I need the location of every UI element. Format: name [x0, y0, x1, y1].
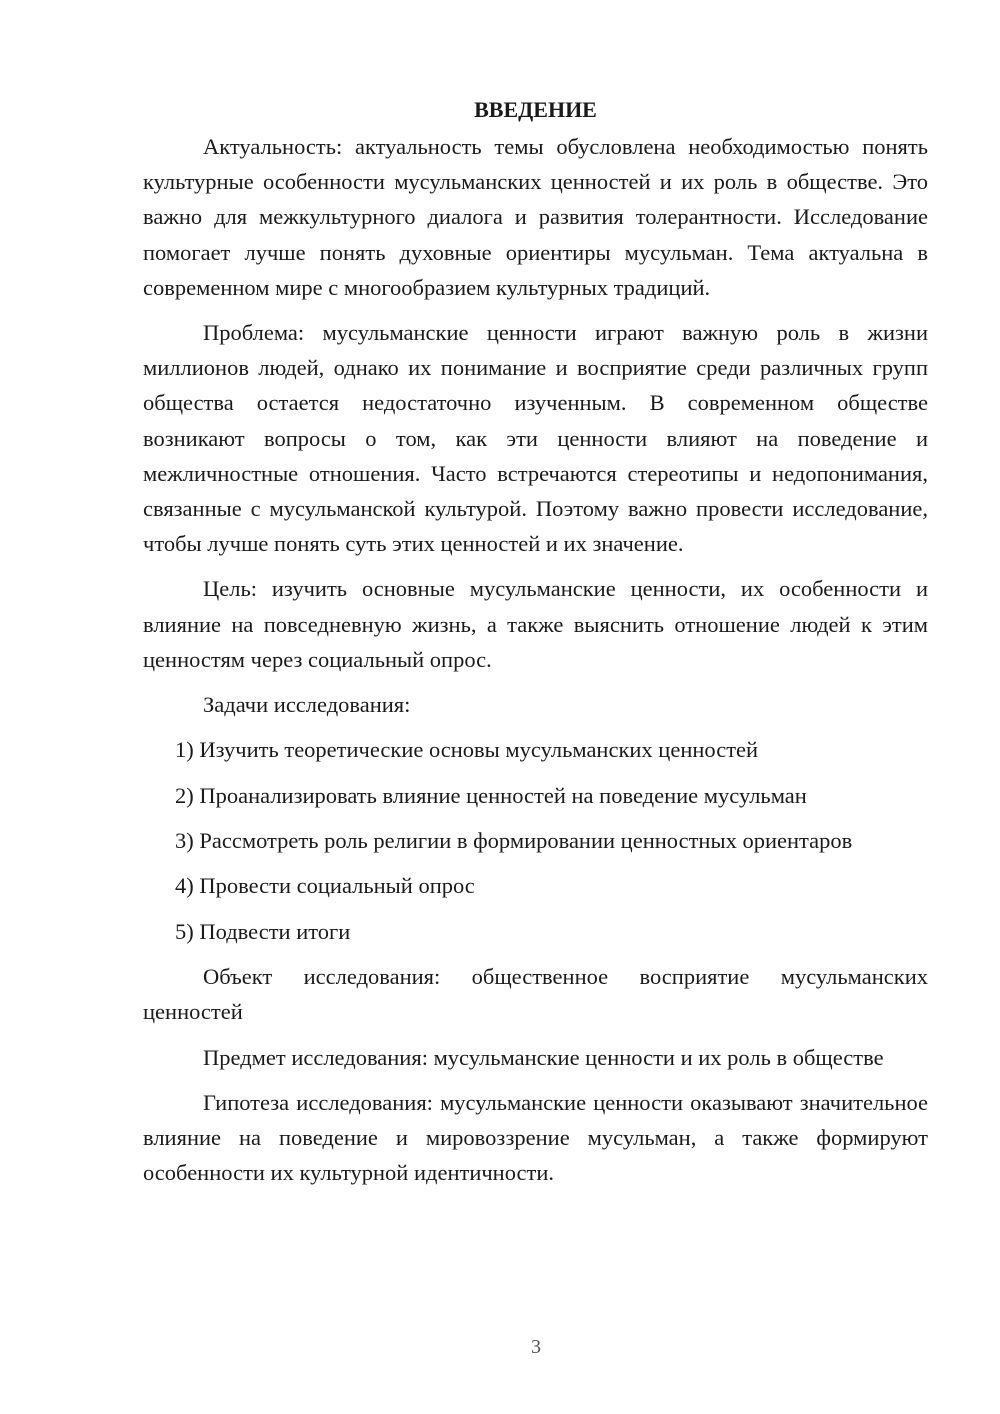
task-item: 3) Рассмотреть роль религии в формировании ценностных ориентаров — [175, 828, 853, 854]
task-item: 2) Проанализировать влияние ценностей на поведение мусульман — [175, 782, 807, 808]
object-paragraph: Объект исследования: общественное восприятие мусульманских ценностей — [143, 964, 928, 1025]
hypothesis-paragraph: Гипотеза исследования: мусульманские ценности оказывают значительное влияние на поведение и мировоззрение мусульман, а также формируют особенности их культурной идентичности. — [143, 1089, 928, 1186]
task-item: 4) Провести социальный опрос — [175, 873, 475, 899]
tasks-title: Задачи исследования: — [203, 692, 411, 718]
task-item: 1) Изучить теоретические основы мусульманских ценностей — [175, 737, 759, 763]
problem-paragraph: Проблема: мусульманские ценности играют важную роль в жизни миллионов людей, однако их понимание и восприятие среди различных групп общества остается недостаточно изученным. В современном обществе возникают вопросы о том, как эти ценности влияют на поведение и межличностные отношения. Часто встречаются стереотипы и недопонимания, связанные с мусульманской культурой. Поэтому важно провести исследование, чтобы лучше понять суть этих ценностей и их значение. — [143, 320, 928, 557]
relevance-paragraph: Актуальность: актуальность темы обусловлена необходимостью понять культурные особенности мусульманских ценностей и их роль в обществе. Это важно для межкультурного диалога и развития толерантности. Исследование помогает лучше понять духовные ориентиры мусульман. Тема актуальна в современном мире с многообразием культурных традиций. — [143, 134, 928, 300]
document-page — [143, 92, 928, 1200]
subject-paragraph: Предмет исследования: мусульманские ценности и их роль в обществе — [203, 1044, 884, 1070]
page-title: ВВЕДЕНИЕ — [474, 97, 597, 122]
goal-paragraph: Цель: изучить основные мусульманские ценности, их особенности и влияние на повседневную жизнь, а также выяснить отношение людей к этим ценностям через социальный опрос. — [143, 576, 928, 672]
page-number: 3 — [531, 1336, 541, 1358]
task-item: 5) Подвести итоги — [175, 918, 351, 944]
